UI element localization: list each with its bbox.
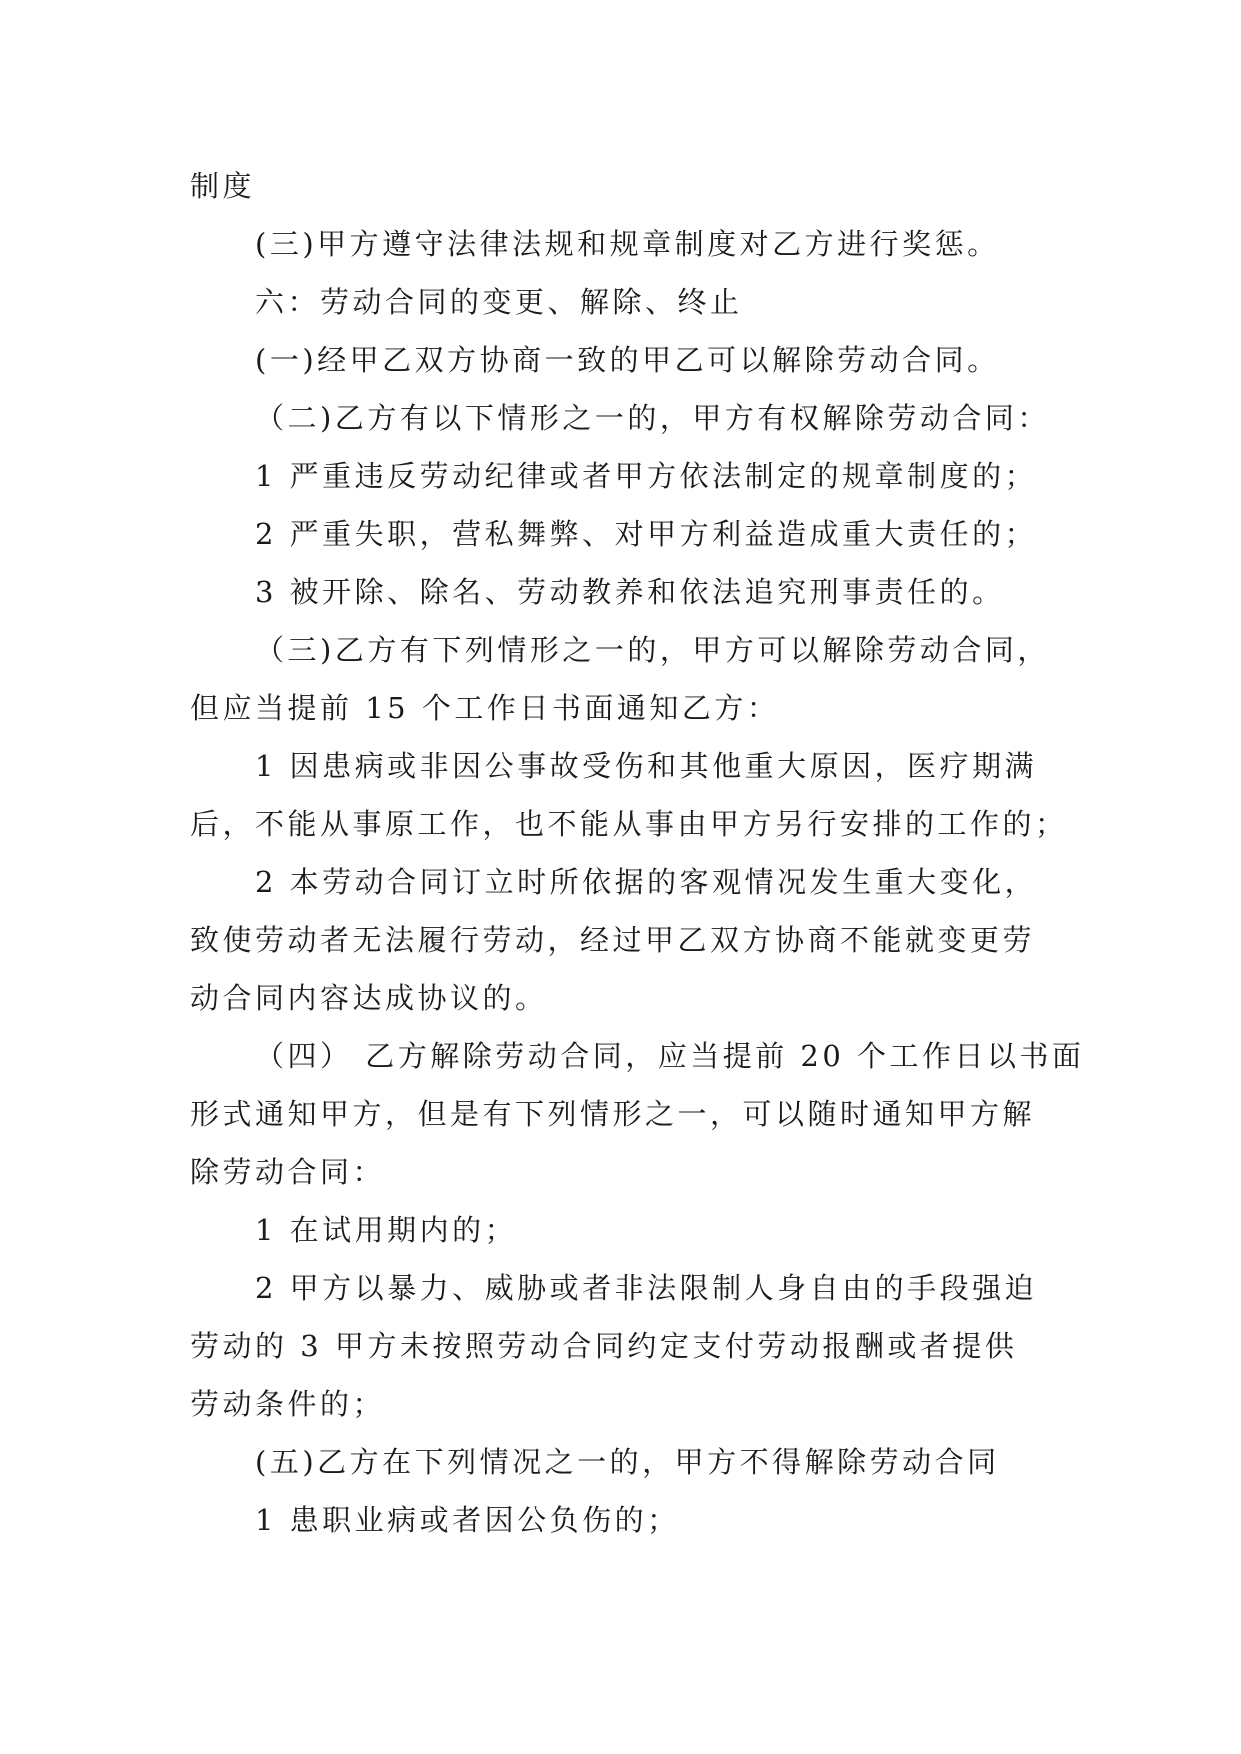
text-line: 六：劳动合同的变更、解除、终止: [255, 285, 743, 319]
text-line: 2 甲方以暴力、威胁或者非法限制人身自由的手段强迫: [255, 1271, 1038, 1305]
text-line: 劳动的 3 甲方未按照劳动合同约定支付劳动报酬或者提供: [190, 1329, 1018, 1363]
text-line: 1 严重违反劳动纪律或者甲方依法制定的规章制度的；: [255, 459, 1038, 493]
text-line: 除劳动合同：: [190, 1155, 386, 1189]
text-line: 后，不能从事原工作，也不能从事由甲方另行安排的工作的；: [190, 807, 1068, 841]
text-line: 1 在试用期内的；: [255, 1213, 518, 1247]
text-line: (三)甲方遵守法律法规和规章制度对乙方进行奖惩。: [255, 227, 1000, 261]
text-line: （二)乙方有以下情形之一的，甲方有权解除劳动合同：: [255, 401, 1050, 435]
text-line: 1 因患病或非因公事故受伤和其他重大原因，医疗期满: [255, 749, 1038, 783]
text-line: 形式通知甲方，但是有下列情形之一，可以随时通知甲方解: [190, 1097, 1036, 1131]
text-line: 1 患职业病或者因公负伤的；: [255, 1503, 680, 1537]
text-line: 劳动条件的；: [190, 1387, 386, 1421]
text-line: 但应当提前 15 个工作日书面通知乙方：: [190, 691, 780, 725]
text-line: (一)经甲乙双方协商一致的甲乙可以解除劳动合同。: [255, 343, 1000, 377]
text-line: （三)乙方有下列情形之一的，甲方可以解除劳动合同，: [255, 633, 1050, 667]
text-line: 致使劳动者无法履行劳动，经过甲乙双方协商不能就变更劳: [190, 923, 1036, 957]
text-line: (五)乙方在下列情况之一的，甲方不得解除劳动合同: [255, 1445, 1000, 1479]
text-line: 2 本劳动合同订立时所依据的客观情况发生重大变化，: [255, 865, 1038, 899]
text-line: 制度: [190, 169, 256, 203]
text-line: 3 被开除、除名、劳动教养和依法追究刑事责任的。: [255, 575, 1005, 609]
text-line: 动合同内容达成协议的。: [190, 981, 548, 1015]
text-line: 2 严重失职，营私舞弊、对甲方利益造成重大责任的；: [255, 517, 1038, 551]
text-line: （四） 乙方解除劳动合同，应当提前 20 个工作日以书面: [255, 1039, 1085, 1073]
